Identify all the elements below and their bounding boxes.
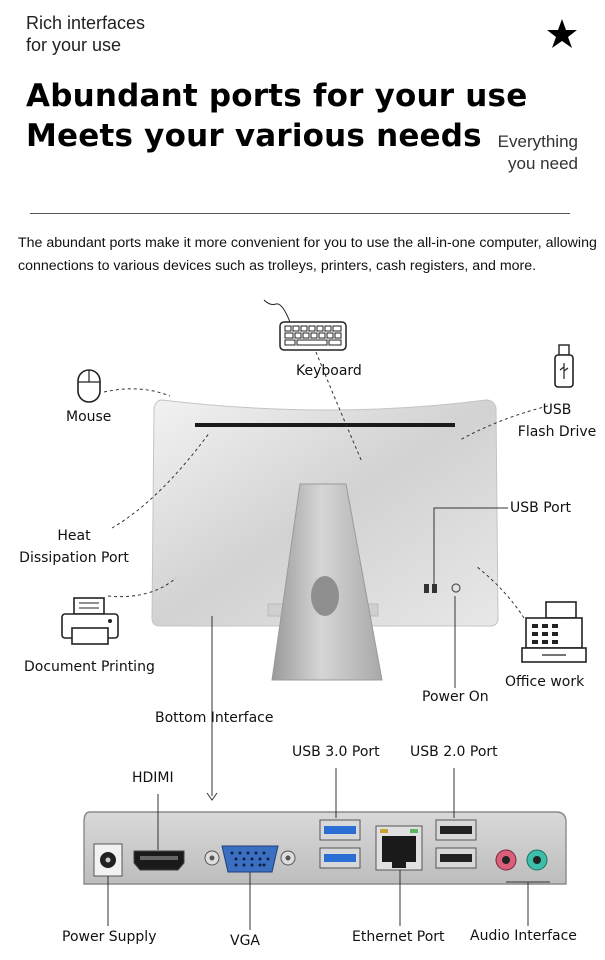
intro-text: The abundant ports make it more convenient for you to use the all-in-one computer, allowing connections to various devices such as trolleys, printers, cash registers, and more.	[18, 235, 597, 274]
headline-line2: Meets your various needs	[26, 118, 482, 154]
label-usb20: USB 2.0 Port	[410, 744, 498, 760]
tagline-line1: Rich interfaces	[26, 13, 146, 33]
label-heat-dissipation	[10, 528, 138, 566]
label-vga: VGA	[230, 933, 261, 949]
power-jack-icon	[94, 844, 122, 876]
io-panel	[84, 812, 566, 884]
label-usb-port: USB Port	[510, 500, 571, 516]
usb-port-icon	[424, 584, 429, 593]
label-office-work: Office work	[505, 674, 585, 690]
headline-line1: Abundant ports for your use	[26, 78, 528, 114]
label-hdmi: HDIMI	[132, 770, 174, 786]
label-keyboard: Keyboard	[296, 363, 362, 379]
label-audio: Audio Interface	[470, 928, 577, 944]
label-ethernet: Ethernet Port	[352, 929, 445, 945]
mouse-icon	[78, 370, 100, 402]
hdmi-port-icon	[134, 851, 184, 870]
label-usb-flash-line1: USB	[542, 402, 572, 418]
vent-slot	[195, 423, 455, 427]
label-document-printing: Document Printing	[24, 659, 155, 675]
label-power-supply: Power Supply	[62, 929, 157, 945]
ethernet-port-icon	[376, 826, 422, 870]
label-bottom-interface: Bottom Interface	[155, 710, 274, 726]
monitor-back	[152, 400, 498, 680]
label-heat-line2: Dissipation Port	[19, 550, 129, 566]
label-heat-line1: Heat	[57, 528, 91, 544]
label-usb30: USB 3.0 Port	[292, 744, 380, 760]
side-caption-line2: you need	[508, 154, 578, 173]
usb-flash-drive-icon	[555, 345, 573, 387]
side-caption-line1: Everything	[497, 132, 578, 151]
label-usb-flash-line2: Flash Drive	[517, 424, 597, 440]
cash-register-icon	[522, 602, 586, 662]
printer-icon	[62, 598, 118, 644]
tagline-line2: for your use	[26, 35, 122, 55]
keyboard-icon	[264, 300, 346, 350]
cable-hole	[311, 576, 339, 616]
label-mouse: Mouse	[66, 409, 112, 425]
label-power-on: Power On	[422, 689, 489, 705]
label-usb-flash-drive	[512, 402, 602, 440]
